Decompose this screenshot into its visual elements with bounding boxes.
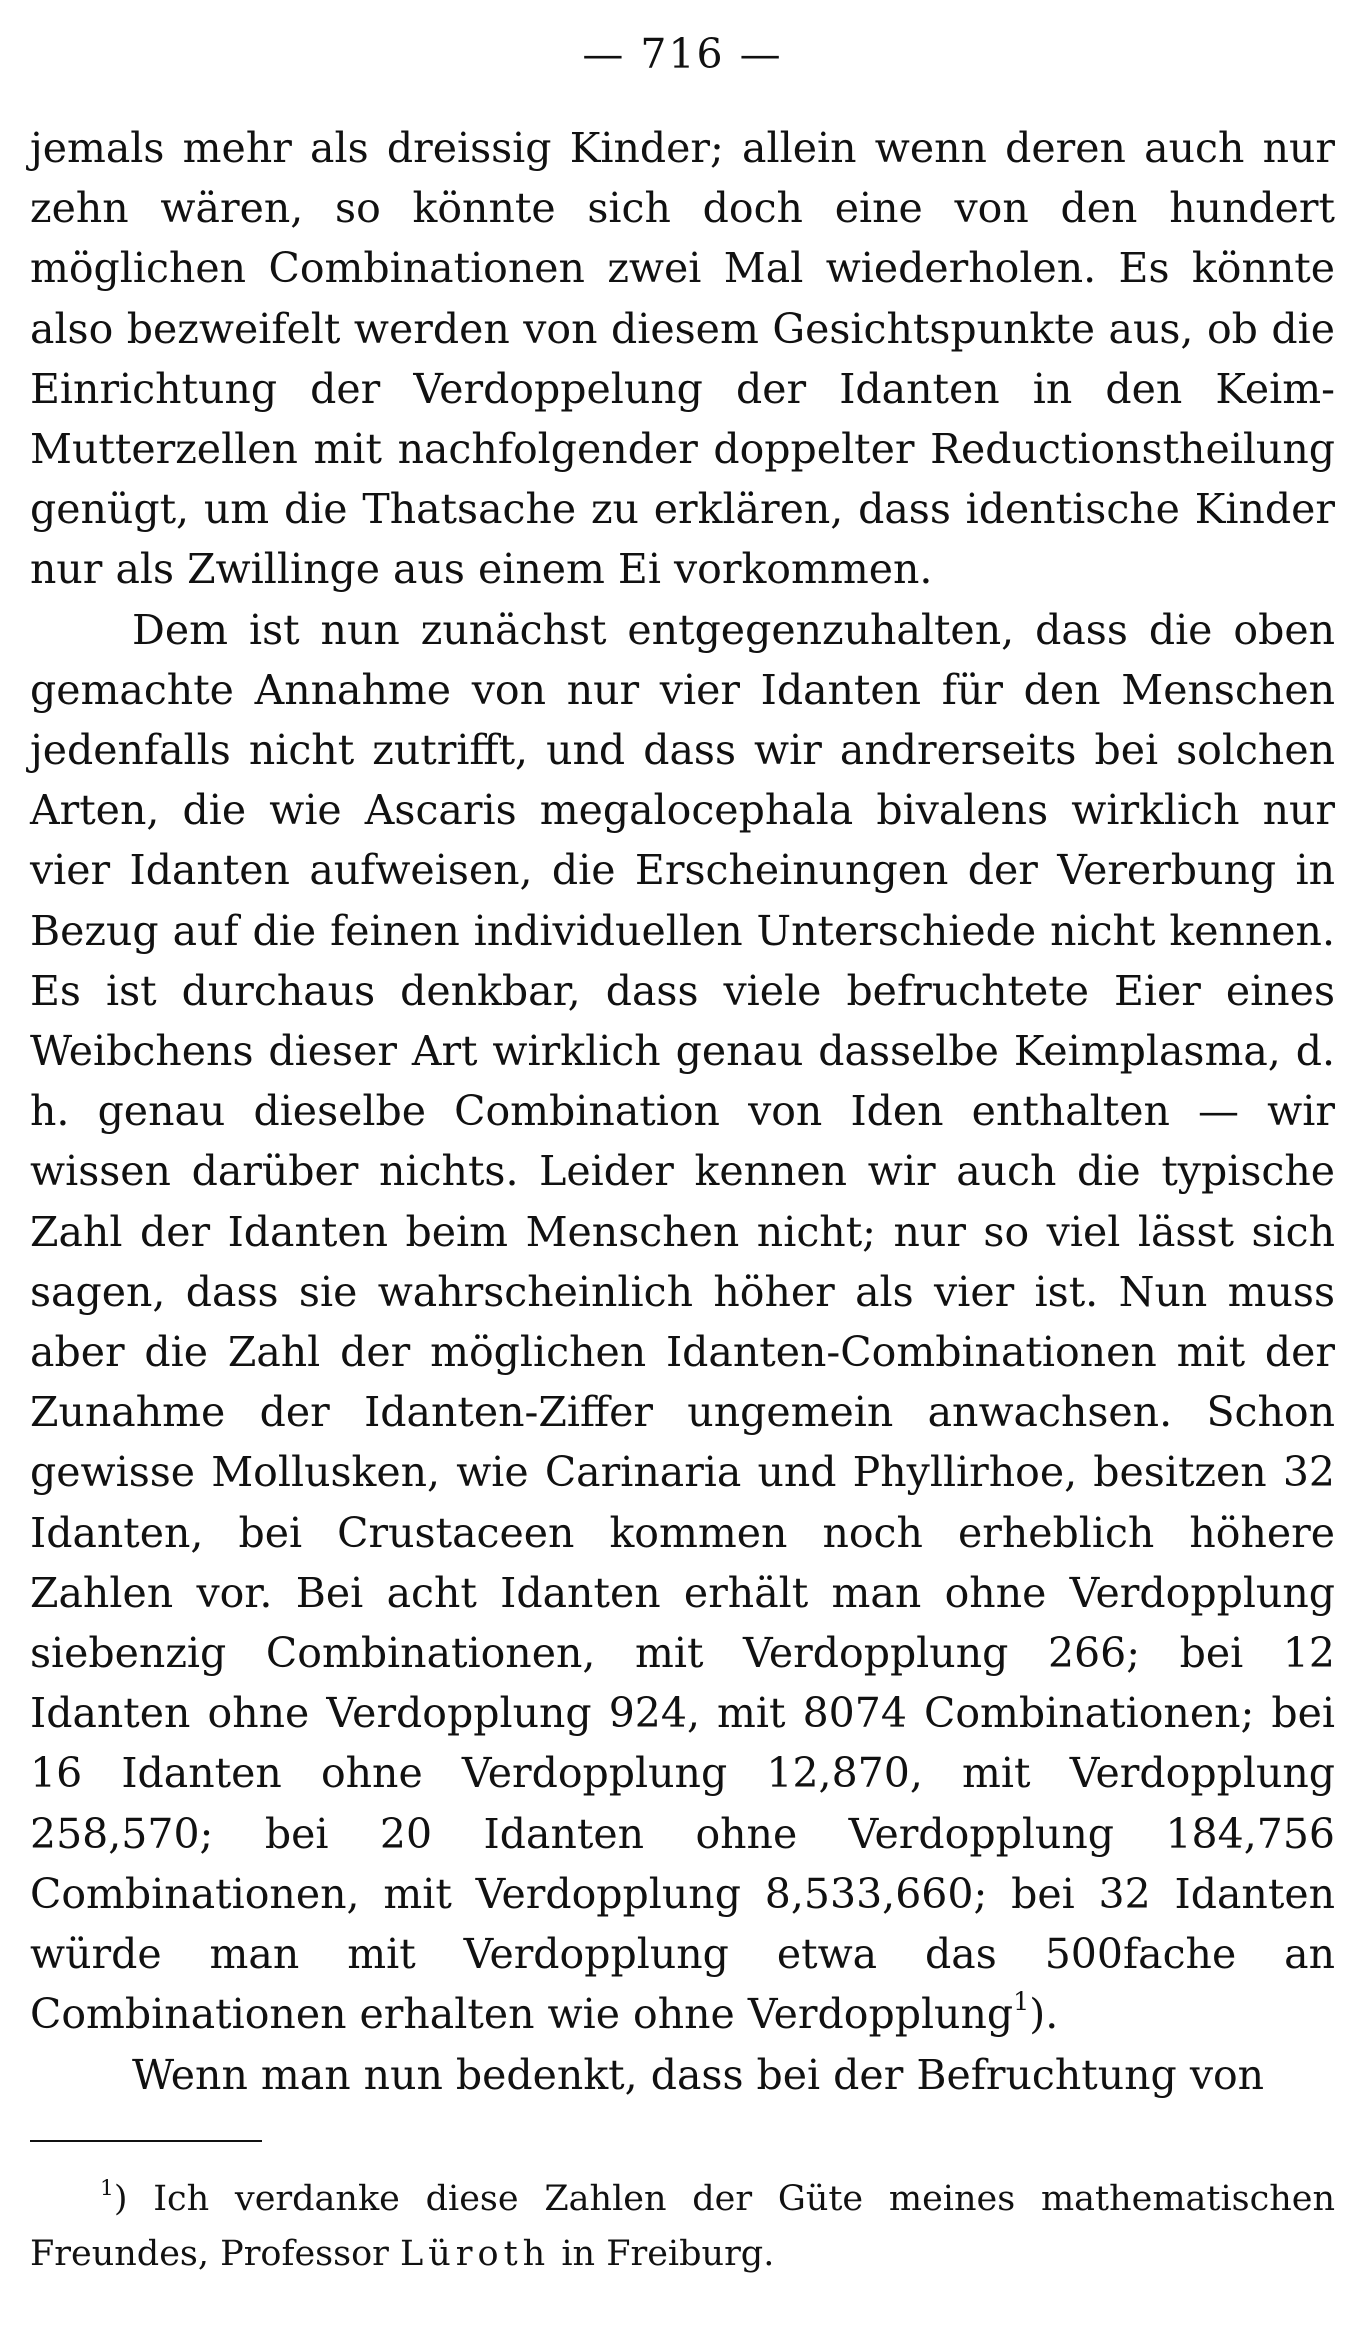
footnote-divider xyxy=(30,2140,262,2142)
paragraph-3-text: Wenn man nun bedenkt, dass bei der Befruchtung von xyxy=(132,2050,1265,2099)
footnotes xyxy=(30,2172,1335,2282)
paragraph-combinations xyxy=(30,600,1335,2045)
footnote-marker: 1 xyxy=(100,2175,114,2201)
paragraph-1-text: jemals mehr als dreissig Kinder; allein wenn deren auch nur zehn wären, so könnte sich doch eine von den hundert möglichen Combinationen zwei Mal wiederholen. Es könnte also bezweifelt werden von diesem Gesichtspunkte aus, ob die Einrichtung der Verdoppelung der Idanten in den Keim-Mutterzellen mit nachfolgender doppelter Reductionstheilung genügt, um die Thatsache zu erklären, dass identische Kinder nur als Zwillinge aus einem Ei vorkommen. xyxy=(30,124,1335,594)
book-page xyxy=(30,22,1335,2282)
footnote-text-before: Ich verdanke diese Zahlen der Güte meines mathematischen Freundes, Professor xyxy=(30,2178,1335,2274)
page-number: — 716 — xyxy=(582,30,783,78)
paragraph-2-tail: ). xyxy=(1029,1990,1059,2039)
main-text xyxy=(30,118,1335,2105)
footnote-marker-close: ) xyxy=(113,2178,128,2219)
paragraph-fertilization xyxy=(30,2045,1335,2105)
paragraph-2-text: Dem ist nun zunächst entgegenzuhalten, dass die oben gemachte Annahme von nur vier Idanten für den Menschen jedenfalls nicht zutrifft, und dass wir andrerseits bei solchen Arten, die wie Ascaris megalocephala bivalens wirklich nur vier Idanten aufweisen, die Erscheinungen der Vererbung in Bezug auf die feinen individuellen Unterschiede nicht kennen. Es ist durchaus denkbar, dass viele befruchtete Eier eines Weibchens dieser Art wirklich genau dasselbe Keimplasma, d. h. genau dieselbe Combination von Iden enthalten — wir wissen darüber nichts. Leider kennen wir auch die typische Zahl der Idanten beim Menschen nicht; nur so viel lässt sich sagen, dass sie wahrscheinlich höher als vier ist. Nun muss aber die Zahl der möglichen Idanten-Combinationen mit der Zunahme der Idanten-Ziffer ungemein anwachsen. Schon gewisse Mollusken, wie Carinaria und Phyllirhoe, besitzen 32 Idanten, bei Crustaceen kommen noch erheblich höhere Zahlen vor. Bei acht Idanten erhält man ohne Verdopplung siebenzig Combinationen, mit Verdopplung 266; bei 12 Idanten ohne Verdopplung 924, mit 8074 Combinationen; bei 16 Idanten ohne Verdopplung 12,870, mit Verdopplung 258,570; bei 20 Idanten ohne Verdopplung 184,756 Combinationen, mit Verdopplung 8,533,660; bei 32 Idanten würde man mit Verdopplung etwa das 500fache an Combinationen erhalten wie ohne Verdopplung xyxy=(30,605,1335,2039)
footnote-1 xyxy=(30,2172,1335,2282)
footnote-reference: 1 xyxy=(1013,1986,1030,2017)
footnote-text-after: in Freiburg. xyxy=(550,2233,775,2274)
footnote-name: Lüroth xyxy=(400,2233,551,2274)
page-header xyxy=(30,22,1335,118)
paragraph-continued xyxy=(30,118,1335,600)
